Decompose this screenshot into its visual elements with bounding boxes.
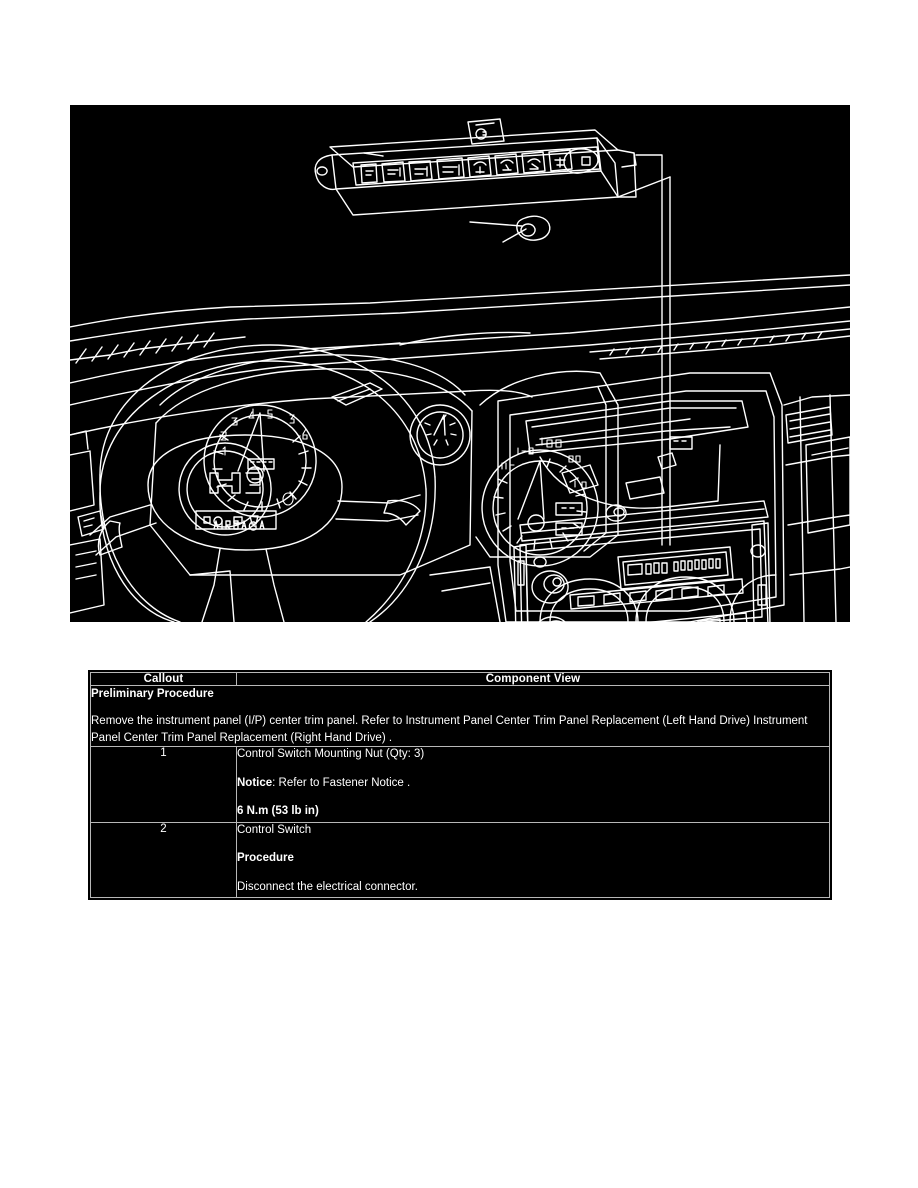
notice-label: Notice: [237, 776, 273, 789]
callout-number-2: 2: [91, 822, 237, 898]
procedure-table: [88, 670, 832, 900]
component-name-2: Control Switch: [237, 823, 312, 836]
preliminary-procedure-title: Preliminary Procedure: [91, 688, 214, 700]
preliminary-procedure-row: [91, 686, 830, 747]
header-callout: Callout: [91, 673, 237, 686]
table-row: [91, 822, 830, 898]
table-header-row: [91, 673, 830, 686]
table-body: [91, 686, 830, 898]
table-row: [91, 746, 830, 822]
notice-text: : Refer to Fastener Notice .: [272, 776, 411, 789]
callout-number-1: 1: [91, 746, 237, 822]
header-component-view: Component View: [237, 673, 830, 686]
component-name-1: Control Switch Mounting Nut (Qty: 3): [237, 747, 425, 760]
component-cell-1: [237, 746, 830, 822]
callout-component-table: [90, 672, 830, 898]
illustration-backdrop: [70, 105, 850, 622]
table-head: [91, 673, 830, 686]
preliminary-procedure-body: Remove the instrument panel (I/P) center trim panel. Refer to Instrument Panel Center Trim Panel Replacement (Left Hand Drive) Instrument Panel Center Trim Panel Replacement (Right Hand Drive) .: [91, 715, 808, 744]
component-illustration: [70, 105, 850, 622]
illustration-line-art: [70, 105, 850, 622]
procedure-label-2: Procedure: [237, 852, 294, 865]
torque-spec-1: 6 N.m (53 lb in): [237, 805, 319, 818]
notice-line-1: [237, 776, 829, 792]
procedure-step-2: Disconnect the electrical connector.: [237, 880, 418, 893]
component-cell-2: [237, 822, 830, 898]
preliminary-procedure-cell: [91, 686, 830, 747]
